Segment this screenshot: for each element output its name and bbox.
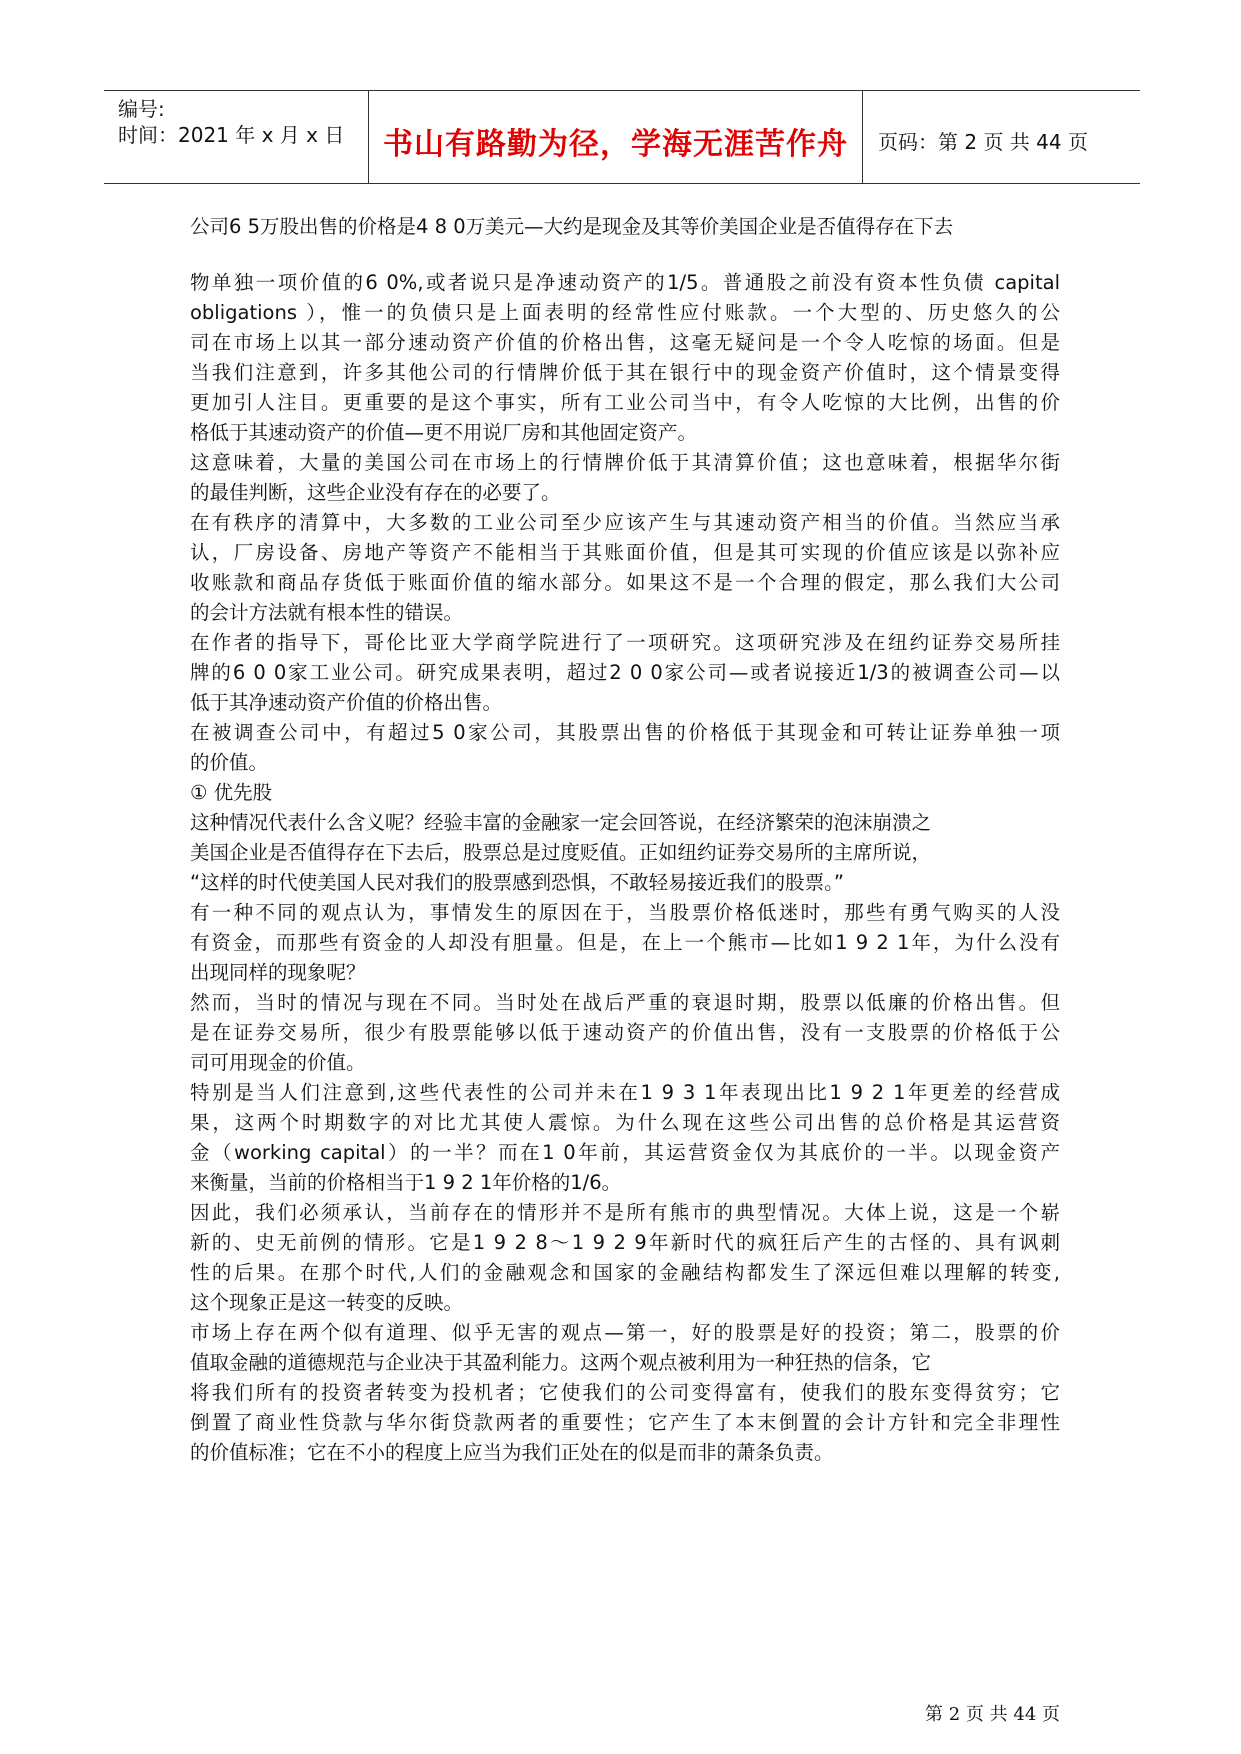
doc-number-label: 编号:	[118, 97, 165, 121]
text-line: 美国企业是否值得存在下去后，股票总是过度贬值。正如纽约证券交易所的主席所说，	[190, 841, 932, 864]
doc-time-label: 时间：2021 年 x 月 x 日	[118, 123, 345, 147]
text-line: 新的、史无前例的情形。它是1 9 2 8～1 9 2 9年新时代的疯狂后产生的古怪的、具有讽刺	[190, 1231, 1060, 1254]
page-footer: 第 2 页 共 44 页	[925, 1704, 1060, 1725]
text-line: 这个现象正是这一转变的反映。	[190, 1291, 464, 1314]
text-line: 性的后果。在那个时代,人们的金融观念和国家的金融结构都发生了深远但难以理解的转变,	[190, 1261, 1060, 1284]
text-line: ① 优先股	[190, 781, 273, 804]
header-motto-cell	[369, 91, 863, 183]
motto-text: 书山有路勤为径，学海无涯苦作舟	[383, 127, 848, 162]
text-line: 将我们所有的投资者转变为投机者；它使我们的公司变得富有，使我们的股东变得贫穷；它	[190, 1381, 1060, 1404]
text-line: 然而，当时的情况与现在不同。当时处在战后严重的衰退时期，股票以低廉的价格出售。但	[190, 991, 1060, 1014]
text-line: 物单独一项价值的6 0%,或者说只是净速动资产的1/5。普通股之前没有资本性负债 capital	[190, 271, 1060, 294]
text-line: 低于其净速动资产价值的价格出售。	[190, 691, 503, 714]
text-line: obligations ），惟一的负债只是上面表明的经常性应付账款。一个大型的、历史悠久的公	[190, 301, 1060, 324]
text-line: 有资金，而那些有资金的人却没有胆量。但是，在上一个熊市—比如1 9 2 1年，为什么没有	[190, 931, 1060, 954]
body-lines	[190, 268, 1060, 1468]
text-line: 更加引人注目。更重要的是这个事实，所有工业公司当中，有令人吃惊的大比例，出售的价	[190, 391, 1060, 414]
text-line: 认，厂房设备、房地产等资产不能相当于其账面价值，但是其可实现的价值应该是以弥补应	[190, 541, 1060, 564]
page-code-label: 页码：第 2 页 共 44 页	[878, 130, 1088, 154]
text-line: 特别是当人们注意到,这些代表性的公司并未在1 9 3 1年表现出比1 9 2 1年更差的经营成	[190, 1081, 1060, 1104]
text-line: 果，这两个时期数字的对比尤其使人震惊。为什么现在这些公司出售的总价格是其运营资	[190, 1111, 1060, 1134]
text-line: “这样的时代使美国人民对我们的股票感到恐惧，不敢轻易接近我们的股票。”	[190, 871, 844, 894]
text-line: 这种情况代表什么含义呢？经验丰富的金融家一定会回答说，在经济繁荣的泡沫崩溃之	[190, 811, 932, 834]
text-line: 值取金融的道德规范与企业决于其盈利能力。这两个观点被利用为一种狂热的信条，它	[190, 1351, 932, 1374]
text-line: 司可用现金的价值。	[190, 1051, 366, 1074]
text-line: 金（working capital）的一半？而在1 0年前，其运营资金仅为其底价的一半。以现金资产	[190, 1141, 1060, 1164]
text-line: 因此，我们必须承认，当前存在的情形并不是所有熊市的典型情况。大体上说，这是一个崭	[190, 1201, 1060, 1224]
header-info-cell	[104, 91, 369, 183]
text-line: 的价值标准；它在不小的程度上应当为我们正处在的似是而非的萧条负责。	[190, 1441, 834, 1464]
page-header	[104, 90, 1140, 184]
text-line: 来衡量，当前的价格相当于1 9 2 1年价格的1/6。	[190, 1171, 622, 1194]
text-line: 格低于其速动资产的价值—更不用说厂房和其他固定资产。	[190, 421, 698, 444]
text-line: 牌的6 0 0家工业公司。研究成果表明，超过2 0 0家公司—或者说接近1/3的被调查公司—以	[190, 661, 1060, 684]
text-line: 这意味着，大量的美国公司在市场上的行情牌价低于其清算价值；这也意味着，根据华尔街	[190, 451, 1060, 474]
text-line: 倒置了商业性贷款与华尔街贷款两者的重要性；它产生了本末倒置的会计方针和完全非理性	[190, 1411, 1060, 1434]
text-line: 在有秩序的清算中，大多数的工业公司至少应该产生与其速动资产相当的价值。当然应当承	[190, 511, 1060, 534]
text-line: 的价值。	[190, 751, 269, 774]
text-line: 是在证券交易所，很少有股票能够以低于速动资产的价值出售，没有一支股票的价格低于公	[190, 1021, 1060, 1044]
text-line: 出现同样的现象呢？	[190, 961, 366, 984]
text-line: 当我们注意到，许多其他公司的行情牌价低于其在银行中的现金资产价值时，这个情景变得	[190, 361, 1060, 384]
text-line: 市场上存在两个似有道理、似乎无害的观点—第一，好的股票是好的投资；第二，股票的价	[190, 1321, 1060, 1344]
text-line: 收账款和商品存货低于账面价值的缩水部分。如果这不是一个合理的假定，那么我们大公司	[190, 571, 1060, 594]
text-line: 有一种不同的观点认为，事情发生的原因在于，当股票价格低迷时，那些有勇气购买的人没	[190, 901, 1060, 924]
text-line: 在作者的指导下，哥伦比亚大学商学院进行了一项研究。这项研究涉及在纽约证券交易所挂	[190, 631, 1060, 654]
text-line: 的最佳判断，这些企业没有存在的必要了。	[190, 481, 561, 504]
text-line: 在被调查公司中，有超过5 0家公司，其股票出售的价格低于其现金和可转让证券单独一项	[190, 721, 1060, 744]
header-page-cell	[864, 91, 1140, 183]
document-body	[190, 212, 1060, 1468]
paragraph-gap	[190, 242, 1060, 268]
text-line: 司在市场上以其一部分速动资产价值的价格出售，这毫无疑问是一个令人吃惊的场面。但是	[190, 331, 1060, 354]
intro-line: 公司6 5万股出售的价格是4 8 0万美元—大约是现金及其等价美国企业是否值得存在下去	[190, 215, 954, 238]
text-line: 的会计方法就有根本性的错误。	[190, 601, 464, 624]
